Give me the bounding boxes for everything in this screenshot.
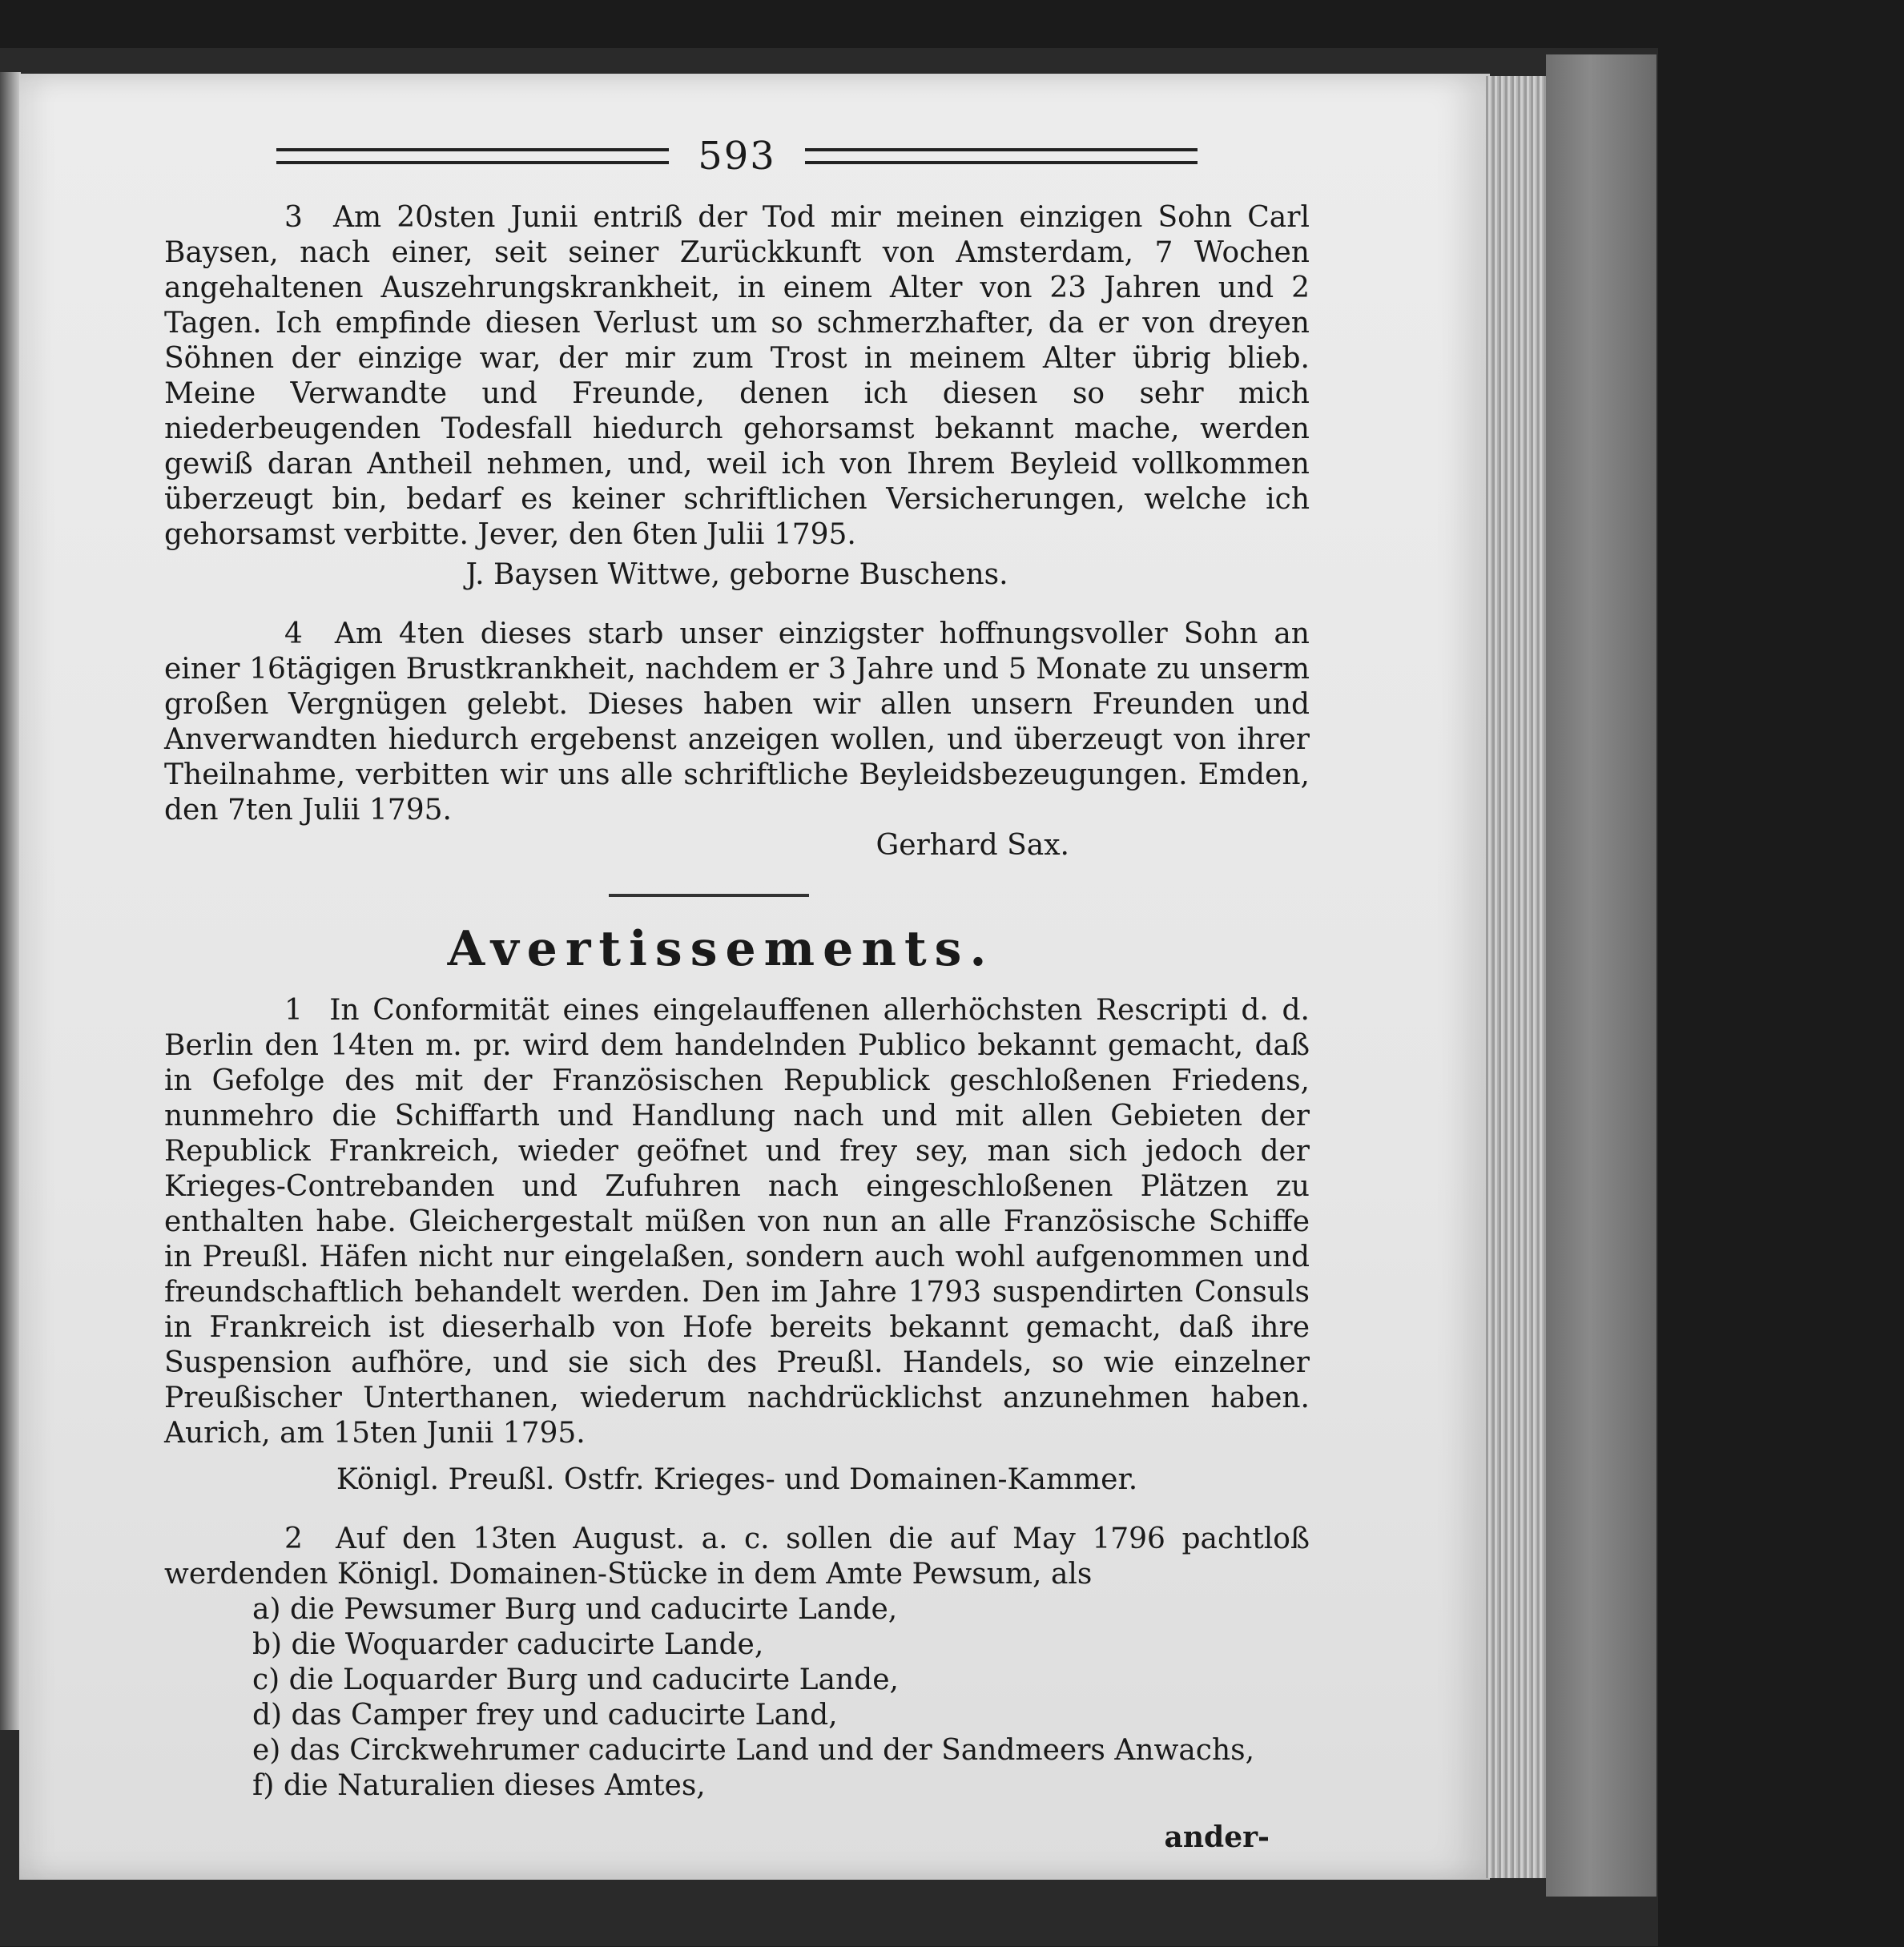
list-item: a) die Pewsumer Burg und caducirte Lande, — [252, 1593, 898, 1626]
list-item: b) die Woquarder caducirte Lande, — [252, 1628, 764, 1661]
notice-3 — [164, 200, 1310, 593]
notice-paragraph — [164, 617, 1310, 828]
advert-text: In Conformität eines eingelauffenen allerhöchsten Rescripti d. d. Berlin den 14ten m. pr. wird dem handelnden Publico bekannt gemacht, daß in Gefolge des mit der Französischen Republick geschloßenen Friedens, nunmehro die Schiffarth und Handlung nach und mit allen Gebieten der Republick Frankreich, wieder geöfnet und frey sey, man sich jedoch der Krieges-Contrebanden und Zufuhren nach eingeschloßenen Plätzen zu enthalten habe. Gleichergestalt müßen von nun an alle Französische Schiffe in Preußl. Häfen nicht nur eingelaßen, sondern auch wohl aufgenommen und freundschaftlich behandelt werden. Den im Jahre 1793 suspendirten Consuls in Frankreich ist dieserhalb von Hofe bereits bekannt gemacht, daß ihre Suspension aufhöre, und sie sich des Preußl. Handels, so wie einzelner Preußischer Unterthanen, wiederum nachdrücklichst anzunehmen haben. Aurich, am 15ten Junii 1795. — [164, 994, 1310, 1450]
notice-signature: Gerhard Sax. — [876, 829, 1069, 862]
section-divider — [609, 894, 809, 897]
page-fore-edge — [1486, 76, 1550, 1878]
notice-text: Am 4ten dieses starb unser einzigster hoffnungsvoller Sohn an einer 16tägigen Brustkrankheit, nachdem er 3 Jahre und 5 Monate zu unserm großen Vergnügen gelebt. Dieses haben wir allen unsern Freunden und Anverwandten hiedurch ergebenst anzeigen wollen, und überzeugt von ihrer Theilnahme, verbitten wir uns alle schriftliche Beyleidsbezeugungen. Emden, den 7ten Julii 1795. — [164, 617, 1310, 827]
page-content — [164, 136, 1310, 1855]
left-page-edge — [0, 72, 21, 1730]
advert-number: 1 — [284, 994, 303, 1027]
advert-paragraph — [164, 1522, 1310, 1592]
section-title: Avertissements. — [447, 921, 995, 977]
notice-4 — [164, 617, 1310, 863]
advert-text: Auf den 13ten August. a. c. sollen die auf May 1796 pachtloß werdenden Königl. Domainen-Stücke in dem Amte Pewsum, als — [164, 1523, 1310, 1591]
advert-signature: Königl. Preußl. Ostfr. Krieges- und Domainen-Kammer. — [336, 1463, 1138, 1496]
domain-list — [164, 1592, 1310, 1804]
header-rule-right — [805, 148, 1198, 164]
advert-2 — [164, 1522, 1310, 1804]
notice-text: Am 20sten Junii entriß der Tod mir meinen einzigen Sohn Carl Baysen, nach einer, seit seiner Zurückkunft von Amsterdam, 7 Wochen angehaltenen Auszehrungskrankheit, in einem Alter von 23 Jahren und 2 Tagen. Ich empfinde diesen Verlust um so schmerzhafter, da er von dreyen Söhnen der einzige war, der mir zum Trost in meinem Alter übrig blieb. Meine Verwandte und Freunde, denen ich diesen so sehr mich niederbeugenden Todesfall hiedurch gehorsamst bekannt mache, werden gewiß daran Antheil nehmen, und, weil ich von Ihrem Beyleid vollkommen überzeugt bin, bedarf es keiner schriftlichen Versicherungen, welche ich gehorsamst verbitte. Jever, den 6ten Julii 1795. — [164, 201, 1310, 551]
advert-paragraph — [164, 993, 1310, 1451]
header-rule-left — [276, 148, 669, 164]
notice-number: 3 — [284, 201, 303, 234]
book-cover-edge — [1546, 54, 1656, 1897]
page-header — [276, 134, 1198, 179]
notice-signature: J. Baysen Wittwe, geborne Buschens. — [465, 558, 1008, 591]
advert-number: 2 — [284, 1523, 303, 1555]
list-item: c) die Loquarder Burg und caducirte Lande, — [252, 1663, 899, 1696]
list-item: d) das Camper frey und caducirte Land, — [252, 1699, 838, 1732]
list-item: f) die Naturalien dieses Amtes, — [252, 1769, 706, 1802]
notice-paragraph — [164, 200, 1310, 553]
page-number: 593 — [698, 134, 776, 179]
list-item: e) das Circkwehrumer caducirte Land und der Sandmeers Anwachs, — [252, 1734, 1255, 1767]
notice-number: 4 — [284, 617, 303, 650]
advert-1 — [164, 993, 1310, 1498]
catchword: ander- — [1164, 1820, 1270, 1854]
